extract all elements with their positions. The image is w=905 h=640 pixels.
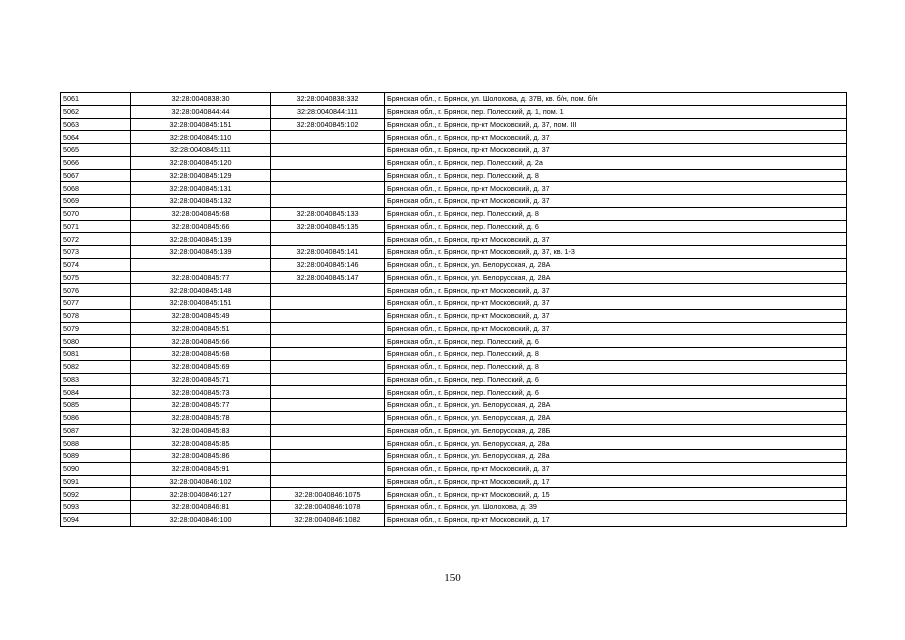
object-number-cell: 32:28:0040845:135 [271, 220, 385, 233]
row-number-cell: 5087 [61, 424, 131, 437]
address-cell: Брянская обл., г. Брянск, пер. Полесский, д. 6 [385, 335, 847, 348]
address-cell: Брянская обл., г. Брянск, ул. Белорусская, д. 28А [385, 411, 847, 424]
address-cell: Брянская обл., г. Брянск, пер. Полесский, д. 8 [385, 169, 847, 182]
cadastral-number-cell: 32:28:0040845:68 [131, 207, 271, 220]
table-row [61, 258, 847, 271]
object-number-cell: 32:28:0040845:147 [271, 271, 385, 284]
table-row [61, 182, 847, 195]
row-number-cell: 5080 [61, 335, 131, 348]
address-cell: Брянская обл., г. Брянск, пер. Полесский, д. 8 [385, 207, 847, 220]
table-row [61, 93, 847, 106]
object-number-cell: 32:28:0040846:1078 [271, 501, 385, 514]
object-number-cell [271, 373, 385, 386]
cadastral-number-cell: 32:28:0040845:77 [131, 271, 271, 284]
address-cell: Брянская обл., г. Брянск, пр-кт Московский, д. 37, кв. 1-3 [385, 246, 847, 259]
cadastral-number-cell: 32:28:0040845:86 [131, 450, 271, 463]
row-number-cell: 5092 [61, 488, 131, 501]
address-cell: Брянская обл., г. Брянск, пер. Полесский, д. 6 [385, 386, 847, 399]
row-number-cell: 5083 [61, 373, 131, 386]
cadastral-number-cell: 32:28:0040845:132 [131, 195, 271, 208]
address-cell: Брянская обл., г. Брянск, пер. Полесский, д. 8 [385, 360, 847, 373]
object-number-cell: 32:28:0040845:102 [271, 118, 385, 131]
object-number-cell [271, 437, 385, 450]
object-number-cell [271, 233, 385, 246]
row-number-cell: 5084 [61, 386, 131, 399]
row-number-cell: 5061 [61, 93, 131, 106]
table-row [61, 144, 847, 157]
object-number-cell [271, 144, 385, 157]
table-row [61, 297, 847, 310]
table-row [61, 284, 847, 297]
row-number-cell: 5066 [61, 156, 131, 169]
address-cell: Брянская обл., г. Брянск, пр-кт Московский, д. 37, пом. III [385, 118, 847, 131]
cadastral-number-cell: 32:28:0040845:139 [131, 246, 271, 259]
cadastral-number-cell: 32:28:0040845:71 [131, 373, 271, 386]
row-number-cell: 5079 [61, 322, 131, 335]
object-number-cell [271, 450, 385, 463]
table-row [61, 118, 847, 131]
object-number-cell [271, 131, 385, 144]
cadastral-number-cell: 32:28:0040845:66 [131, 220, 271, 233]
cadastral-number-cell: 32:28:0040844:44 [131, 105, 271, 118]
object-number-cell: 32:28:0040844:111 [271, 105, 385, 118]
row-number-cell: 5070 [61, 207, 131, 220]
registry-table-body [61, 93, 847, 527]
address-cell: Брянская обл., г. Брянск, ул. Белорусская, д. 28А [385, 258, 847, 271]
row-number-cell: 5067 [61, 169, 131, 182]
table-row [61, 488, 847, 501]
cadastral-number-cell: 32:28:0040845:73 [131, 386, 271, 399]
table-row [61, 348, 847, 361]
table-row [61, 233, 847, 246]
table-row [61, 360, 847, 373]
cadastral-number-cell: 32:28:0040845:77 [131, 399, 271, 412]
table-row [61, 501, 847, 514]
row-number-cell: 5072 [61, 233, 131, 246]
object-number-cell [271, 284, 385, 297]
address-cell: Брянская обл., г. Брянск, ул. Шолохова, д. 37В, кв. б/н, пом. б/н [385, 93, 847, 106]
table-row [61, 322, 847, 335]
address-cell: Брянская обл., г. Брянск, ул. Белорусская, д. 28а [385, 450, 847, 463]
address-cell: Брянская обл., г. Брянск, ул. Белорусская, д. 28а [385, 437, 847, 450]
table-row [61, 105, 847, 118]
row-number-cell: 5094 [61, 513, 131, 526]
object-number-cell: 32:28:0040845:146 [271, 258, 385, 271]
object-number-cell [271, 322, 385, 335]
address-cell: Брянская обл., г. Брянск, пр-кт Московский, д. 37 [385, 284, 847, 297]
address-cell: Брянская обл., г. Брянск, пр-кт Московский, д. 37 [385, 182, 847, 195]
table-row [61, 475, 847, 488]
address-cell: Брянская обл., г. Брянск, пр-кт Московский, д. 37 [385, 297, 847, 310]
address-cell: Брянская обл., г. Брянск, пр-кт Московский, д. 37 [385, 322, 847, 335]
table-row [61, 373, 847, 386]
address-cell: Брянская обл., г. Брянск, пр-кт Московский, д. 17 [385, 475, 847, 488]
address-cell: Брянская обл., г. Брянск, пер. Полесский, д. 6 [385, 373, 847, 386]
object-number-cell: 32:28:0040845:133 [271, 207, 385, 220]
cadastral-number-cell: 32:28:0040845:69 [131, 360, 271, 373]
address-cell: Брянская обл., г. Брянск, пер. Полесский, д. 8 [385, 348, 847, 361]
cadastral-number-cell: 32:28:0040846:127 [131, 488, 271, 501]
page-number: 150 [444, 572, 461, 584]
object-number-cell [271, 386, 385, 399]
object-number-cell [271, 475, 385, 488]
row-number-cell: 5093 [61, 501, 131, 514]
table-row [61, 169, 847, 182]
row-number-cell: 5090 [61, 462, 131, 475]
address-cell: Брянская обл., г. Брянск, ул. Шолохова, д. 39 [385, 501, 847, 514]
object-number-cell [271, 335, 385, 348]
object-number-cell [271, 182, 385, 195]
address-cell: Брянская обл., г. Брянск, пр-кт Московский, д. 37 [385, 233, 847, 246]
row-number-cell: 5063 [61, 118, 131, 131]
row-number-cell: 5065 [61, 144, 131, 157]
object-number-cell [271, 297, 385, 310]
object-number-cell: 32:28:0040838:332 [271, 93, 385, 106]
row-number-cell: 5088 [61, 437, 131, 450]
table-row [61, 220, 847, 233]
table-row [61, 411, 847, 424]
row-number-cell: 5074 [61, 258, 131, 271]
row-number-cell: 5082 [61, 360, 131, 373]
address-cell: Брянская обл., г. Брянск, пр-кт Московский, д. 15 [385, 488, 847, 501]
registry-table [60, 92, 847, 527]
address-cell: Брянская обл., г. Брянск, пер. Полесский, д. 1, пом. 1 [385, 105, 847, 118]
row-number-cell: 5075 [61, 271, 131, 284]
address-cell: Брянская обл., г. Брянск, ул. Белорусская, д. 28А [385, 399, 847, 412]
object-number-cell [271, 411, 385, 424]
cadastral-number-cell: 32:28:0040845:49 [131, 309, 271, 322]
object-number-cell [271, 169, 385, 182]
address-cell: Брянская обл., г. Брянск, пр-кт Московский, д. 37 [385, 462, 847, 475]
cadastral-number-cell: 32:28:0040845:139 [131, 233, 271, 246]
table-row [61, 207, 847, 220]
address-cell: Брянская обл., г. Брянск, пр-кт Московский, д. 17 [385, 513, 847, 526]
table-row [61, 386, 847, 399]
cadastral-number-cell: 32:28:0040845:120 [131, 156, 271, 169]
row-number-cell: 5089 [61, 450, 131, 463]
cadastral-number-cell: 32:28:0040845:111 [131, 144, 271, 157]
table-row [61, 195, 847, 208]
table-row [61, 246, 847, 259]
cadastral-number-cell: 32:28:0040846:100 [131, 513, 271, 526]
row-number-cell: 5076 [61, 284, 131, 297]
row-number-cell: 5091 [61, 475, 131, 488]
cadastral-number-cell: 32:28:0040845:51 [131, 322, 271, 335]
table-row [61, 462, 847, 475]
cadastral-number-cell: 32:28:0040845:78 [131, 411, 271, 424]
object-number-cell [271, 195, 385, 208]
row-number-cell: 5081 [61, 348, 131, 361]
table-row [61, 309, 847, 322]
cadastral-number-cell: 32:28:0040845:129 [131, 169, 271, 182]
table-row [61, 335, 847, 348]
object-number-cell [271, 348, 385, 361]
object-number-cell [271, 309, 385, 322]
cadastral-number-cell: 32:28:0040845:85 [131, 437, 271, 450]
address-cell: Брянская обл., г. Брянск, пр-кт Московский, д. 37 [385, 195, 847, 208]
row-number-cell: 5071 [61, 220, 131, 233]
cadastral-number-cell: 32:28:0040838:30 [131, 93, 271, 106]
object-number-cell [271, 360, 385, 373]
row-number-cell: 5068 [61, 182, 131, 195]
object-number-cell [271, 156, 385, 169]
object-number-cell [271, 462, 385, 475]
table-row [61, 156, 847, 169]
cadastral-number-cell: 32:28:0040845:110 [131, 131, 271, 144]
cadastral-number-cell: 32:28:0040845:148 [131, 284, 271, 297]
address-cell: Брянская обл., г. Брянск, ул. Белорусская, д. 28А [385, 271, 847, 284]
table-row [61, 271, 847, 284]
table-row [61, 131, 847, 144]
row-number-cell: 5064 [61, 131, 131, 144]
table-row [61, 437, 847, 450]
row-number-cell: 5086 [61, 411, 131, 424]
object-number-cell: 32:28:0040846:1082 [271, 513, 385, 526]
cadastral-number-cell: 32:28:0040845:151 [131, 297, 271, 310]
row-number-cell: 5078 [61, 309, 131, 322]
cadastral-number-cell: 32:28:0040845:91 [131, 462, 271, 475]
cadastral-number-cell: 32:28:0040845:131 [131, 182, 271, 195]
address-cell: Брянская обл., г. Брянск, пр-кт Московский, д. 37 [385, 144, 847, 157]
table-row [61, 450, 847, 463]
cadastral-number-cell [131, 258, 271, 271]
row-number-cell: 5085 [61, 399, 131, 412]
address-cell: Брянская обл., г. Брянск, ул. Белорусская, д. 28Б [385, 424, 847, 437]
table-row [61, 513, 847, 526]
cadastral-number-cell: 32:28:0040845:66 [131, 335, 271, 348]
row-number-cell: 5062 [61, 105, 131, 118]
object-number-cell: 32:28:0040845:141 [271, 246, 385, 259]
cadastral-number-cell: 32:28:0040845:68 [131, 348, 271, 361]
row-number-cell: 5069 [61, 195, 131, 208]
cadastral-number-cell: 32:28:0040845:151 [131, 118, 271, 131]
row-number-cell: 5073 [61, 246, 131, 259]
address-cell: Брянская обл., г. Брянск, пр-кт Московский, д. 37 [385, 309, 847, 322]
object-number-cell [271, 424, 385, 437]
object-number-cell: 32:28:0040846:1075 [271, 488, 385, 501]
row-number-cell: 5077 [61, 297, 131, 310]
table-row [61, 399, 847, 412]
table-row [61, 424, 847, 437]
cadastral-number-cell: 32:28:0040846:81 [131, 501, 271, 514]
cadastral-number-cell: 32:28:0040845:83 [131, 424, 271, 437]
object-number-cell [271, 399, 385, 412]
cadastral-number-cell: 32:28:0040846:102 [131, 475, 271, 488]
address-cell: Брянская обл., г. Брянск, пр-кт Московский, д. 37 [385, 131, 847, 144]
address-cell: Брянская обл., г. Брянск, пер. Полесский, д. 2а [385, 156, 847, 169]
address-cell: Брянская обл., г. Брянск, пер. Полесский, д. 6 [385, 220, 847, 233]
